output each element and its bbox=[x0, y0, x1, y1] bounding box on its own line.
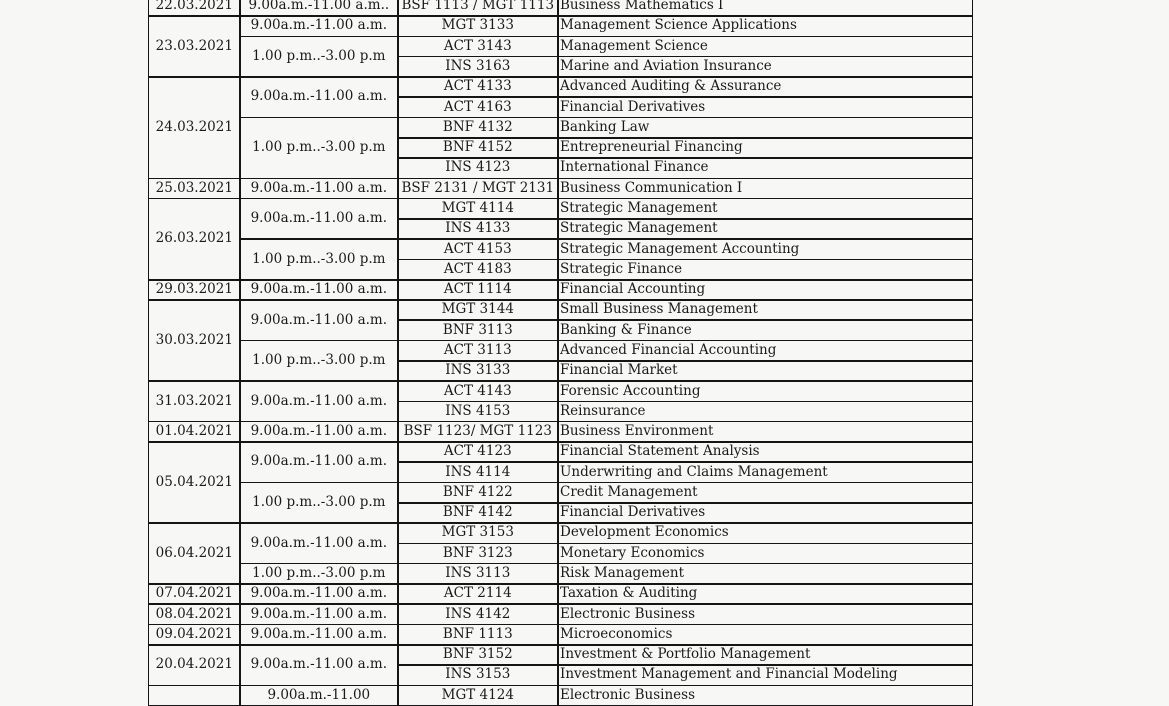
course-code: BNF 3152 bbox=[397, 644, 559, 666]
course-code: INS 4153 bbox=[397, 401, 559, 423]
exam-date: 30.03.2021 bbox=[148, 299, 241, 382]
course-subject: Underwriting and Claims Management bbox=[557, 461, 973, 483]
course-code: ACT 4133 bbox=[397, 76, 559, 98]
course-code: BSF 1123/ MGT 1123 bbox=[397, 421, 559, 443]
exam-time-slot: 9.00a.m.-11.00 a.m. bbox=[239, 522, 399, 564]
course-code: ACT 2114 bbox=[397, 583, 559, 605]
exam-date: 09.04.2021 bbox=[148, 624, 241, 646]
course-code: INS 3133 bbox=[397, 360, 559, 382]
course-code: MGT 3153 bbox=[397, 522, 559, 544]
exam-date: 25.03.2021 bbox=[148, 178, 241, 200]
exam-date: 06.04.2021 bbox=[148, 522, 241, 584]
course-code: ACT 4153 bbox=[397, 238, 559, 260]
exam-time-slot: 1.00 p.m..-3.00 p.m bbox=[239, 482, 399, 524]
course-code: ACT 4143 bbox=[397, 380, 559, 402]
course-subject: Strategic Management bbox=[557, 198, 973, 220]
course-code: INS 3113 bbox=[397, 563, 559, 585]
course-subject: Advanced Financial Accounting bbox=[557, 340, 973, 362]
course-subject: International Finance bbox=[557, 157, 973, 179]
exam-date: 26.03.2021 bbox=[148, 198, 241, 281]
exam-time-slot: 9.00a.m.-11.00 a.m. bbox=[239, 421, 399, 443]
course-subject: Monetary Economics bbox=[557, 543, 973, 565]
course-subject: Management Science bbox=[557, 36, 973, 58]
course-subject: Strategic Finance bbox=[557, 259, 973, 281]
exam-time-slot: 1.00 p.m..-3.00 p.m bbox=[239, 238, 399, 280]
exam-date: 24.03.2021 bbox=[148, 76, 241, 179]
course-subject: Financial Statement Analysis bbox=[557, 441, 973, 463]
course-code: BNF 4152 bbox=[397, 137, 559, 159]
course-code: ACT 4163 bbox=[397, 96, 559, 118]
exam-time-slot: 9.00a.m.-11.00 a.m. bbox=[239, 624, 399, 646]
course-subject: Electronic Business bbox=[557, 603, 973, 625]
course-code: ACT 3143 bbox=[397, 36, 559, 58]
course-code: INS 4133 bbox=[397, 218, 559, 240]
course-subject: Strategic Management Accounting bbox=[557, 238, 973, 260]
course-code: BNF 4132 bbox=[397, 117, 559, 139]
course-code: ACT 3113 bbox=[397, 340, 559, 362]
course-subject: Entrepreneurial Financing bbox=[557, 137, 973, 159]
course-code: MGT 4124 bbox=[397, 685, 559, 706]
exam-time-slot: 9.00a.m.-11.00 a.m. bbox=[239, 279, 399, 301]
course-subject: Development Economics bbox=[557, 522, 973, 544]
course-subject: Microeconomics bbox=[557, 624, 973, 646]
exam-time-slot: 9.00a.m.-11.00 a.m. bbox=[239, 198, 399, 240]
course-subject: Strategic Management bbox=[557, 218, 973, 240]
course-subject: Financial Derivatives bbox=[557, 96, 973, 118]
course-code: MGT 4114 bbox=[397, 198, 559, 220]
course-subject: Risk Management bbox=[557, 563, 973, 585]
course-subject: Electronic Business bbox=[557, 685, 973, 706]
course-subject: Small Business Management bbox=[557, 299, 973, 321]
exam-time-slot: 9.00a.m.-11.00 bbox=[239, 685, 399, 706]
course-code: INS 4123 bbox=[397, 157, 559, 179]
exam-date: 07.04.2021 bbox=[148, 583, 241, 605]
course-code: INS 3153 bbox=[397, 664, 559, 686]
course-subject: Management Science Applications bbox=[557, 15, 973, 37]
course-code: ACT 4123 bbox=[397, 441, 559, 463]
exam-date: 08.04.2021 bbox=[148, 603, 241, 625]
exam-time-slot: 1.00 p.m..-3.00 p.m bbox=[239, 36, 399, 78]
course-code: BNF 3123 bbox=[397, 543, 559, 565]
exam-time-slot: 1.00 p.m..-3.00 p.m bbox=[239, 117, 399, 179]
course-code: BNF 3113 bbox=[397, 319, 559, 341]
exam-time-slot: 9.00a.m.-11.00 a.m. bbox=[239, 380, 399, 422]
course-code: INS 4114 bbox=[397, 461, 559, 483]
exam-date: 05.04.2021 bbox=[148, 441, 241, 524]
course-code: INS 4142 bbox=[397, 603, 559, 625]
exam-time-slot: 1.00 p.m..-3.00 p.m bbox=[239, 340, 399, 382]
exam-date: 22.03.2021 bbox=[148, 0, 241, 17]
course-code: ACT 4183 bbox=[397, 259, 559, 281]
course-code: INS 3163 bbox=[397, 56, 559, 78]
course-code: MGT 3133 bbox=[397, 15, 559, 37]
course-subject: Advanced Auditing & Assurance bbox=[557, 76, 973, 98]
course-subject: Business Mathematics I bbox=[557, 0, 973, 17]
course-subject: Financial Derivatives bbox=[557, 502, 973, 524]
course-code: BNF 4142 bbox=[397, 502, 559, 524]
course-subject: Credit Management bbox=[557, 482, 973, 504]
exam-date: 29.03.2021 bbox=[148, 279, 241, 301]
course-subject: Banking & Finance bbox=[557, 319, 973, 341]
course-subject: Financial Market bbox=[557, 360, 973, 382]
exam-time-slot: 1.00 p.m..-3.00 p.m bbox=[239, 563, 399, 585]
course-code: BSF 1113 / MGT 1113 bbox=[397, 0, 559, 17]
course-subject: Forensic Accounting bbox=[557, 380, 973, 402]
exam-time-slot: 9.00a.m.-11.00 a.m. bbox=[239, 441, 399, 483]
course-subject: Business Environment bbox=[557, 421, 973, 443]
exam-time-slot: 9.00a.m.-11.00 a.m. bbox=[239, 603, 399, 625]
course-code: BNF 4122 bbox=[397, 482, 559, 504]
course-subject: Marine and Aviation Insurance bbox=[557, 56, 973, 78]
exam-date: 01.04.2021 bbox=[148, 421, 241, 443]
exam-date: 23.03.2021 bbox=[148, 15, 241, 77]
exam-time-slot: 9.00a.m.-11.00 a.m. bbox=[239, 644, 399, 686]
course-subject: Investment & Portfolio Management bbox=[557, 644, 973, 666]
course-code: BSF 2131 / MGT 2131 bbox=[397, 178, 559, 200]
exam-time-slot: 9.00a.m.-11.00 a.m. bbox=[239, 178, 399, 200]
course-subject: Taxation & Auditing bbox=[557, 583, 973, 605]
exam-time-slot: 9.00a.m.-11.00 a.m. bbox=[239, 299, 399, 341]
course-subject: Banking Law bbox=[557, 117, 973, 139]
course-subject: Business Communication I bbox=[557, 178, 973, 200]
course-subject: Investment Management and Financial Modeling bbox=[557, 664, 973, 686]
course-subject: Reinsurance bbox=[557, 401, 973, 423]
course-code: BNF 1113 bbox=[397, 624, 559, 646]
course-subject: Financial Accounting bbox=[557, 279, 973, 301]
exam-date: 20.04.2021 bbox=[148, 644, 241, 686]
exam-time-slot: 9.00a.m.-11.00 a.m. bbox=[239, 15, 399, 37]
exam-date: 31.03.2021 bbox=[148, 380, 241, 422]
exam-time-slot: 9.00a.m.-11.00 a.m. bbox=[239, 583, 399, 605]
course-code: ACT 1114 bbox=[397, 279, 559, 301]
exam-time-slot: 9.00a.m.-11.00 a.m. bbox=[239, 76, 399, 118]
exam-time-slot: 9.00a.m.-11.00 a.m.. bbox=[239, 0, 399, 17]
exam-date bbox=[148, 685, 241, 706]
course-code: MGT 3144 bbox=[397, 299, 559, 321]
